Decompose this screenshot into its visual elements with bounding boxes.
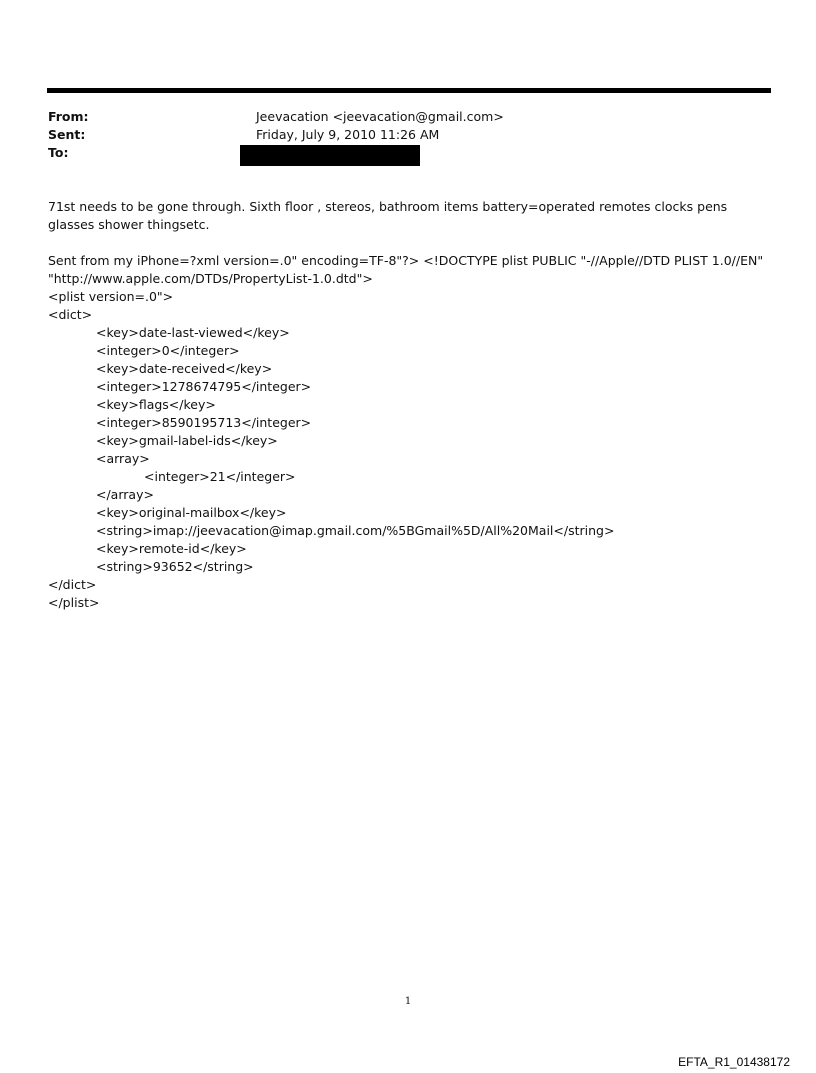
plist-line: <string>93652</string> [96, 559, 254, 574]
email-body [48, 198, 768, 612]
plist-line: <integer>0</integer> [96, 343, 240, 358]
redaction-box [240, 145, 420, 166]
plist-line: <integer>8590195713</integer> [96, 415, 312, 430]
plist-line: <key>original-mailbox</key> [96, 505, 287, 520]
sent-label: Sent: [48, 127, 86, 142]
plist-line: <key>flags</key> [96, 397, 216, 412]
plist-line: <dict> [48, 307, 93, 322]
header-divider [47, 88, 771, 93]
plist-line: <integer>21</integer> [144, 469, 296, 484]
from-value: Jeevacation <jeevacation@gmail.com> [256, 109, 504, 124]
plist-line: <key>date-received</key> [96, 361, 273, 376]
plist-line: <plist version=.0"> [48, 289, 174, 304]
from-label: From: [48, 109, 89, 124]
plist-line: <key>gmail-label-ids</key> [96, 433, 278, 448]
body-paragraph-xml-header: Sent from my iPhone=?xml version=.0" encoding=TF-8"?> <!DOCTYPE plist PUBLIC "-//Apple//DTD PLIST 1.0//EN" "http://www.apple.com/DTDs/PropertyList-1.0.dtd"> [48, 253, 764, 286]
plist-line: </dict> [48, 577, 97, 592]
sent-row [48, 126, 768, 144]
sent-value: Friday, July 9, 2010 11:26 AM [256, 127, 440, 142]
plist-line: <array> [96, 451, 150, 466]
plist-line: <string>imap://jeevacation@imap.gmail.com/%5BGmail%5D/All%20Mail</string> [96, 523, 615, 538]
body-paragraph: 71st needs to be gone through. Sixth floor , stereos, bathroom items battery=operated remotes clocks pens glasses shower thingsetc. [48, 199, 728, 232]
plist-line: <integer>1278674795</integer> [96, 379, 312, 394]
plist-content [48, 288, 768, 612]
document-id: EFTA_R1_01438172 [678, 1055, 790, 1069]
to-row [48, 144, 768, 162]
plist-line: </plist> [48, 595, 100, 610]
email-header [48, 108, 768, 162]
plist-line: <key>remote-id</key> [96, 541, 247, 556]
plist-line: </array> [96, 487, 154, 502]
page-number: 1 [404, 996, 412, 1007]
to-label: To: [48, 145, 69, 160]
from-row [48, 108, 768, 126]
plist-line: <key>date-last-viewed</key> [96, 325, 290, 340]
signature-block [48, 252, 768, 612]
